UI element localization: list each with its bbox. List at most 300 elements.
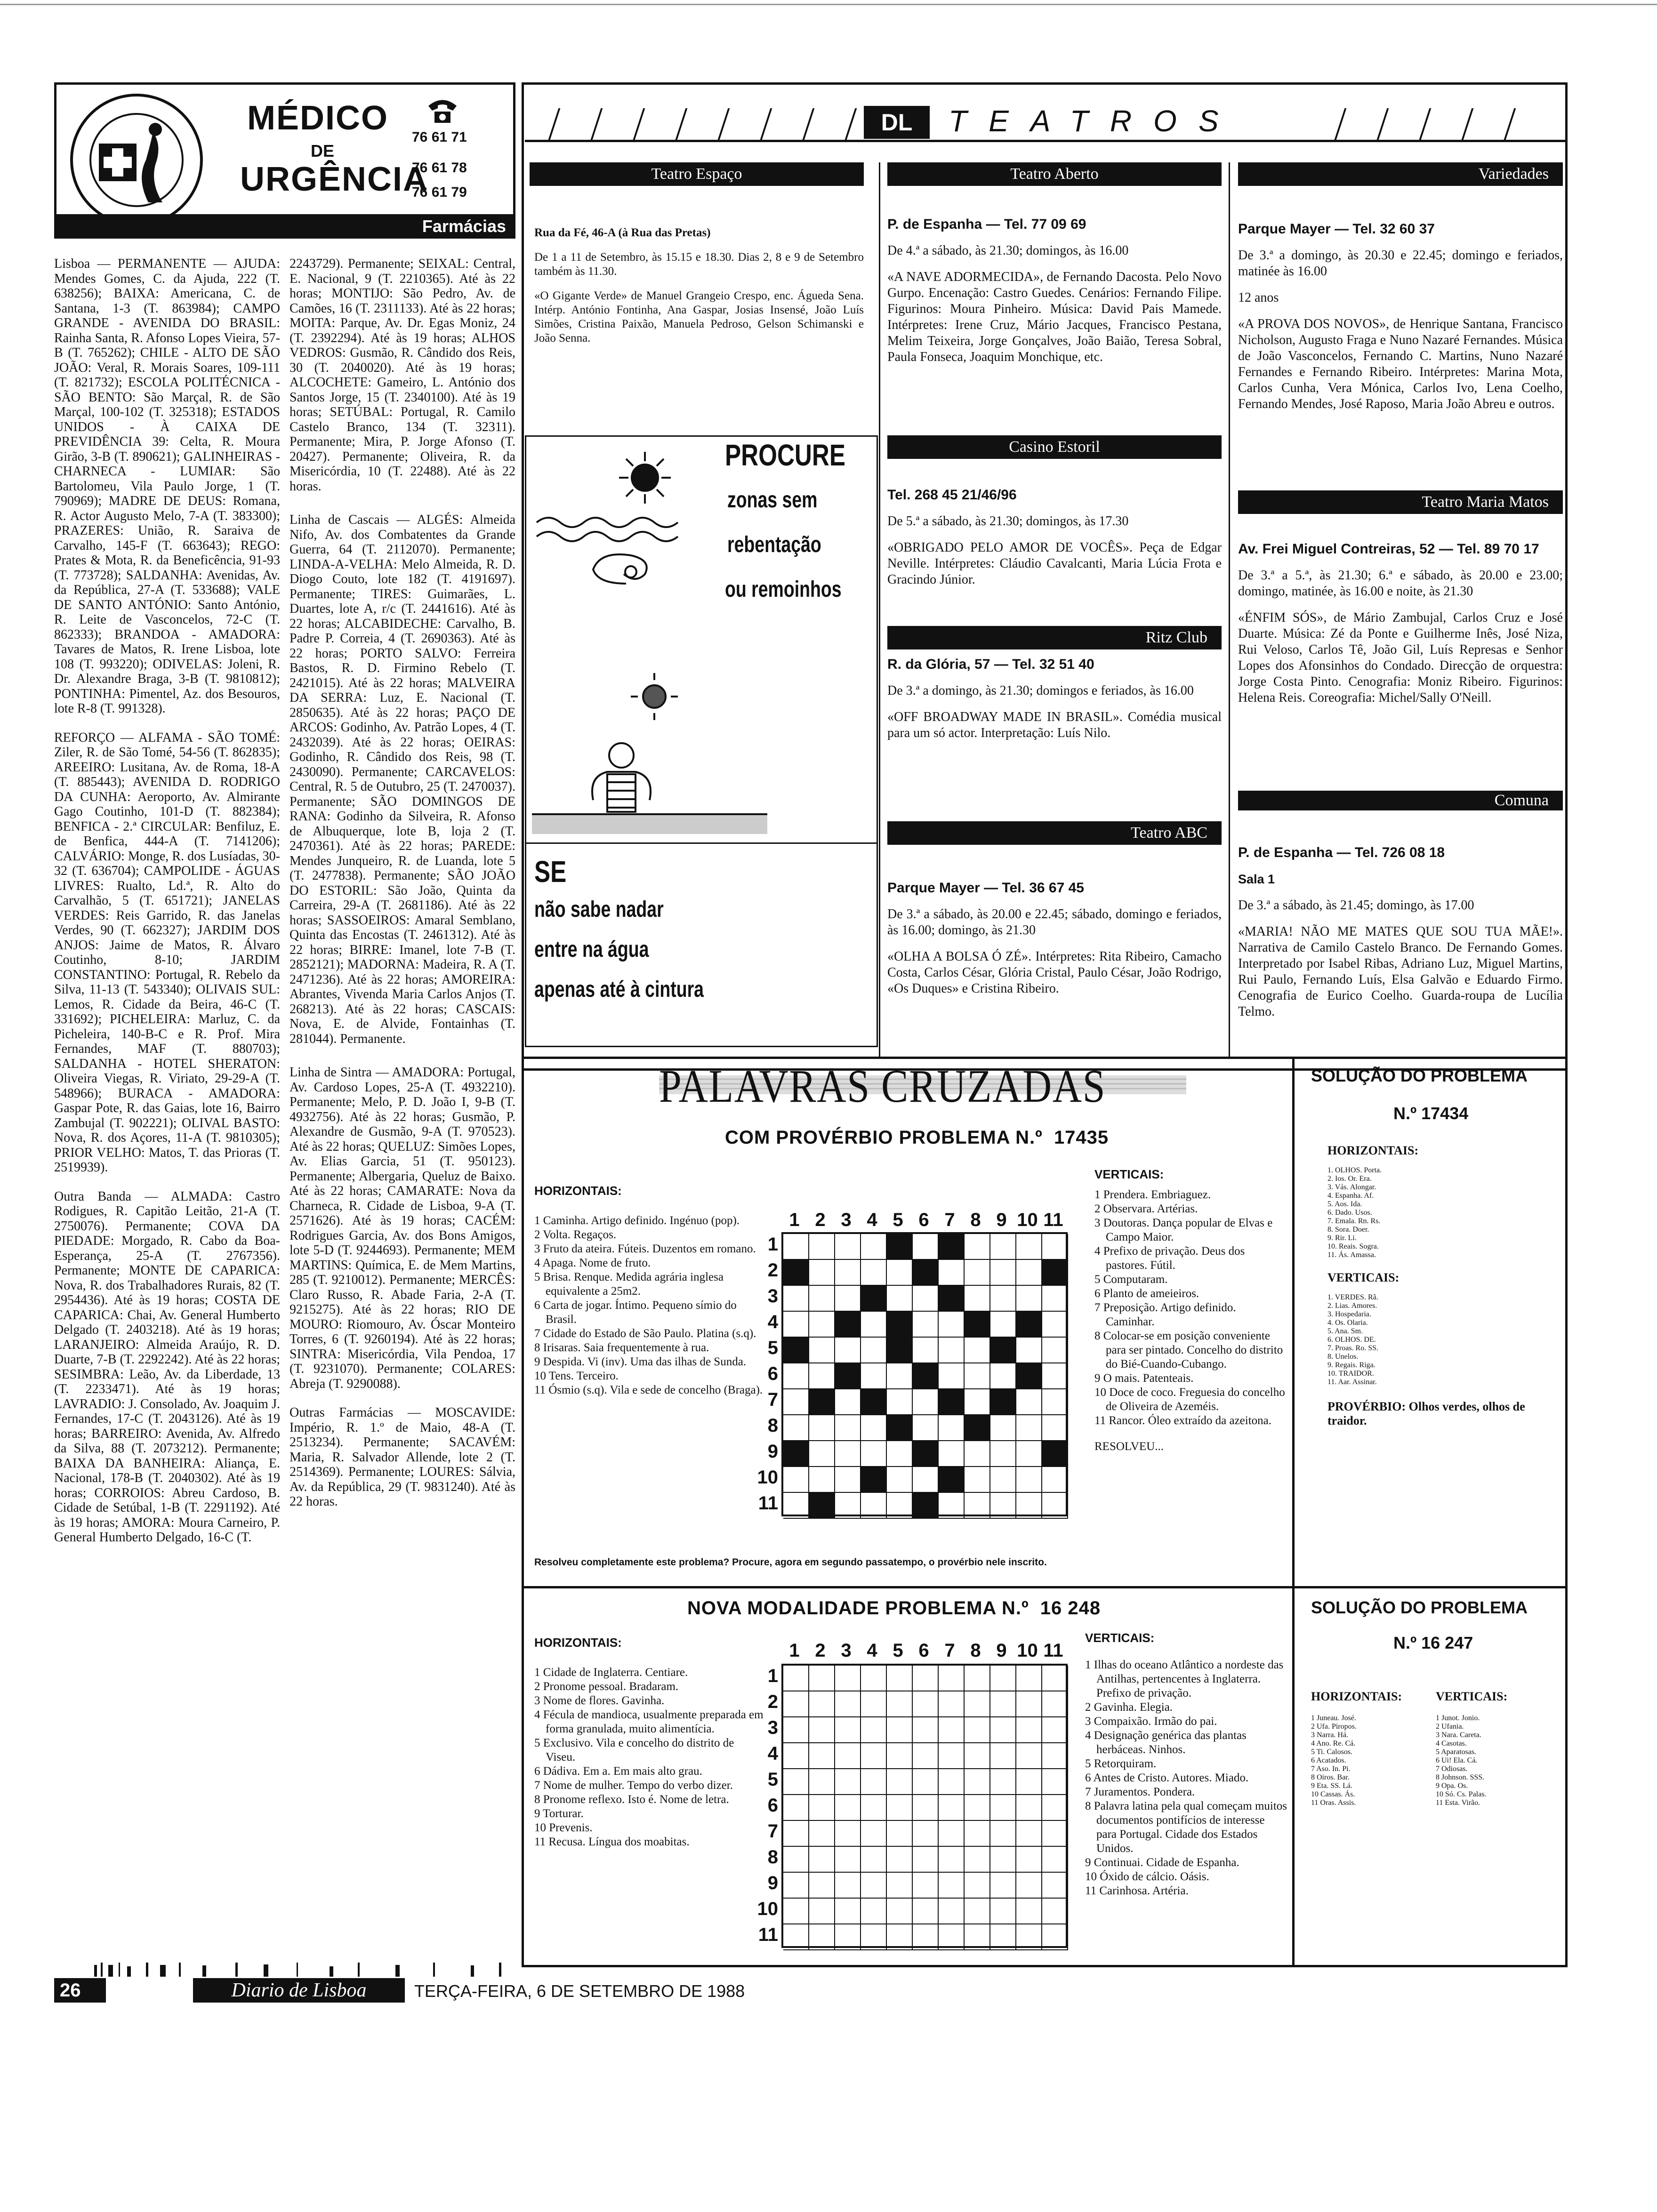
grid-cell[interactable] (809, 1260, 835, 1286)
grid-cell[interactable] (990, 1312, 1016, 1338)
grid-cell[interactable] (809, 1795, 835, 1821)
teatro-espaco-bar: Teatro Espaço (530, 162, 864, 186)
grid-cell[interactable] (965, 1666, 990, 1691)
grid-cell[interactable] (861, 1847, 887, 1873)
casino-estoril-address: Tel. 268 45 21/46/96 (887, 487, 1017, 503)
grid-cell[interactable] (913, 1389, 939, 1415)
grid-cell[interactable] (809, 1717, 835, 1743)
grid-cell[interactable] (913, 1769, 939, 1795)
grid-cell[interactable] (939, 1260, 965, 1286)
phone-3: 76 61 79 (412, 184, 467, 200)
grid-cell[interactable] (835, 1666, 861, 1691)
maria-matos-bar: Teatro Maria Matos (1238, 490, 1563, 514)
grid-cell[interactable] (1042, 1467, 1068, 1493)
grid-cell[interactable] (965, 1821, 990, 1847)
grid-cell[interactable] (835, 1493, 861, 1519)
grid-cell[interactable] (835, 1389, 861, 1415)
grid-cell[interactable] (1016, 1717, 1042, 1743)
grid-cell[interactable] (861, 1899, 887, 1924)
palavras-cruzadas-text: PALAVRAS CRUZADAS (659, 1060, 1106, 1112)
black-cell (1016, 1363, 1042, 1389)
row-number: 5 (767, 1338, 778, 1358)
grid-cell[interactable] (1042, 1666, 1068, 1691)
grid-cell[interactable] (783, 1769, 809, 1795)
clue-item: 9 Torturar. (534, 1807, 584, 1820)
clue-item: 5 Retorquiram. (1085, 1757, 1157, 1770)
grid-cell[interactable] (1042, 1415, 1068, 1441)
grid-cell[interactable] (835, 1821, 861, 1847)
grid-cell[interactable] (1042, 1743, 1068, 1769)
black-cell (783, 1338, 809, 1363)
grid-cell[interactable] (990, 1467, 1016, 1493)
grid-cell[interactable] (1016, 1899, 1042, 1924)
grid-cell[interactable] (783, 1743, 809, 1769)
grid-cell[interactable] (1042, 1691, 1068, 1717)
grid-cell[interactable] (887, 1389, 913, 1415)
grid-cell[interactable] (990, 1260, 1016, 1286)
grid-cell[interactable] (809, 1899, 835, 1924)
grid-cell[interactable] (861, 1795, 887, 1821)
grid-cell[interactable] (939, 1795, 965, 1821)
grid-cell[interactable] (835, 1743, 861, 1769)
grid-cell[interactable] (809, 1821, 835, 1847)
grid-cell[interactable] (990, 1924, 1016, 1950)
grid-cell[interactable] (783, 1286, 809, 1312)
solution-item: 7. Emala. Rn. Rs. (1327, 1217, 1381, 1225)
grid-cell[interactable] (835, 1234, 861, 1260)
clue-item: 3 Compaixão. Irmão do pai. (1085, 1715, 1217, 1728)
grid-cell[interactable] (939, 1769, 965, 1795)
maria-matos-desc: «ÉNFIM SÓS», de Mário Zambujal, Carlos Cruz e José Duarte. Música: Zé da Ponte e Guilherme Inês, José Niza, Rui Veloso, Carlos Tê, João Gil, Luís Represas e Senhor Lopes dos Afonsinhos do Condado. Direcção de orquestra: Jorge Costa Pinto. Cenografia: Moniz Ribeiro. Figurinos: Helena Reis. Coreografia: Michel/Sally O'Neill. (1238, 610, 1563, 705)
teatro-espaco-body (534, 226, 864, 356)
grid-cell[interactable] (783, 1873, 809, 1899)
column-number: 6 (918, 1640, 929, 1661)
grid-cell[interactable] (1016, 1234, 1042, 1260)
grid-cell[interactable] (809, 1286, 835, 1312)
grid-cell[interactable] (1016, 1924, 1042, 1950)
row-number: 9 (767, 1441, 778, 1462)
grid-cell[interactable] (990, 1286, 1016, 1312)
solution-item: 1 Juneau. José. (1311, 1714, 1356, 1722)
grid-cell[interactable] (965, 1441, 990, 1467)
grid-cell[interactable] (783, 1493, 809, 1519)
grid-cell[interactable] (913, 1743, 939, 1769)
grid-cell[interactable] (1016, 1691, 1042, 1717)
grid-cell[interactable] (835, 1924, 861, 1950)
grid-cell[interactable] (939, 1847, 965, 1873)
black-cell (835, 1312, 861, 1338)
grid-cell[interactable] (835, 1286, 861, 1312)
grid-cell[interactable] (887, 1493, 913, 1519)
grid-cell[interactable] (783, 1666, 809, 1691)
column-number: 11 (1043, 1210, 1063, 1230)
grid-cell[interactable] (809, 1441, 835, 1467)
variedades-body (1238, 221, 1563, 423)
grid-cell[interactable] (965, 1717, 990, 1743)
grid-cell[interactable] (965, 1847, 990, 1873)
solucao1-v-title: VERTICAIS: (1327, 1271, 1400, 1284)
grid-cell[interactable] (809, 1847, 835, 1873)
row-number: 3 (767, 1717, 778, 1738)
grid-cell[interactable] (939, 1493, 965, 1519)
grid-cell[interactable] (861, 1743, 887, 1769)
grid-cell[interactable] (1016, 1338, 1042, 1363)
grid-cell[interactable] (835, 1873, 861, 1899)
grid-cell[interactable] (965, 1286, 990, 1312)
grid-cell[interactable] (783, 1847, 809, 1873)
grid-cell[interactable] (939, 1717, 965, 1743)
grid-cell[interactable] (990, 1234, 1016, 1260)
grid-cell[interactable] (1016, 1769, 1042, 1795)
grid-cell[interactable] (1042, 1338, 1068, 1363)
pharmacy-reforco: REFORÇO — ALFAMA - SÃO TOMÉ: Ziler, R. de São Tomé, 54-56 (T. 862835); AREEIRO: Lusitana, Av. de Roma, 18-A (T. 885443); AVENIDA D. RODRIGO DA CUNHA: Aeroporto, Av. Almirante Gago Coutinho, 101-D (T. 882384); BENFICA - 2.ª CIRCULAR: Benfiluz, E. de Benfica, 444-A (T. 7141206); CALVÁRIO: Monge, R. dos Lusíadas, 30-32 (T. 636704); CAMPOLIDE - ÁGUAS LIVRES: Rualto, Ld.ª, R. Alto do Carvalhão, 5 (T. 651721); JANELAS VERDES: Reis Garrido, R. das Janelas Verdes, 90 (T. 662327); JARDIM DOS ANJOS: Jaime de Matos, R. Álvaro Coutinho, 8-10; JARDIM CONSTANTINO: Portugal, R. Rebelo da Silva, 11-13 (T. 543340); OLIVAIS SUL: Lemos, R. Cidade da Beira, 46-C (T. 331692); PICHELEIRA: Marluz, C. da Picheleira, 140-B-C e R. Prof. Mira Fernandes, MAF (T. 880703); SALDANHA - HOTEL SHERATON: Oliveira Viegas, R. Viriato, 29-29-A (T. 548966); BURACA - AMADORA: Gaspar Pote, R. das Gaias, lote 16, Bairro Zambujal (T. 902221); OLIVAL BASTO: Nova, R. dos Açores, 11-A (T. 9810305); PRIOR VELHO: Matos, T. das Prioras (T. 2519939). (54, 730, 280, 1175)
clue-item: 9 Despida. Vi (inv). Uma das ilhas de Sunda. (534, 1355, 747, 1368)
grid-cell[interactable] (1016, 1260, 1042, 1286)
grid-cell[interactable] (783, 1415, 809, 1441)
grid-cell[interactable] (887, 1769, 913, 1795)
solution-item: 3 Narra. Há. (1311, 1731, 1349, 1739)
grid-cell[interactable] (861, 1234, 887, 1260)
grid-cell[interactable] (809, 1666, 835, 1691)
barcode-strip (94, 1963, 508, 1977)
grid-cell[interactable] (861, 1493, 887, 1519)
grid-cell[interactable] (1016, 1493, 1042, 1519)
grid-cell[interactable] (965, 1389, 990, 1415)
grid-cell[interactable] (913, 1467, 939, 1493)
maria-matos-times: De 3.ª a 5.ª, às 21.30; 6.ª e sábado, às 20.00 e 23.00; domingo, matinée, às 16.00 e noite, às 21.30 (1238, 568, 1563, 599)
grid-cell[interactable] (913, 1234, 939, 1260)
grid-cell[interactable] (861, 1415, 887, 1441)
ritz-club-desc: «OFF BROADWAY MADE IN BRASIL». Comédia musical para um só actor. Interpretação: Luís Nilo. (887, 710, 1222, 740)
grid-cell[interactable] (887, 1847, 913, 1873)
grid-cell[interactable] (783, 1467, 809, 1493)
grid-cell[interactable] (861, 1924, 887, 1950)
grid-cell[interactable] (835, 1899, 861, 1924)
grid-cell[interactable] (835, 1467, 861, 1493)
solution-item: 10. Reais. Sogra. (1327, 1242, 1379, 1250)
grid-cell[interactable] (939, 1691, 965, 1717)
column-number: 8 (970, 1210, 981, 1230)
clue-item: 2 Pronome pessoal. Bradaram. (534, 1680, 679, 1693)
grid-cell[interactable] (861, 1312, 887, 1338)
grid-cell[interactable] (965, 1899, 990, 1924)
grid-cell[interactable] (965, 1493, 990, 1519)
grid-cell[interactable] (887, 1363, 913, 1389)
ad-se-l3: apenas até à cintura (534, 977, 704, 1002)
grid-cell[interactable] (913, 1717, 939, 1743)
grid-cell[interactable] (990, 1415, 1016, 1441)
grid-cell[interactable] (913, 1286, 939, 1312)
grid-cell[interactable] (1042, 1924, 1068, 1950)
grid-cell[interactable] (783, 1821, 809, 1847)
grid-cell[interactable] (887, 1924, 913, 1950)
grid-cell[interactable] (861, 1821, 887, 1847)
clue-item: 2 Volta. Regaços. (534, 1228, 617, 1241)
grid-cell[interactable] (809, 1924, 835, 1950)
grid-cell[interactable] (1042, 1363, 1068, 1389)
grid-cell[interactable] (887, 1467, 913, 1493)
grid-cell[interactable] (1042, 1234, 1068, 1260)
grid-cell[interactable] (1042, 1717, 1068, 1743)
clue-item: 5 Computaram. (1094, 1273, 1168, 1286)
solution-item: 2 Ufania. (1436, 1723, 1464, 1731)
grid-cell[interactable] (913, 1666, 939, 1691)
column-number: 3 (841, 1640, 852, 1661)
solucao2-num: N.º 16 247 (1393, 1633, 1473, 1652)
variedades-age: 12 anos (1238, 290, 1279, 305)
grid-cell[interactable] (809, 1312, 835, 1338)
grid-cell[interactable] (990, 1691, 1016, 1717)
grid-cell[interactable] (1042, 1769, 1068, 1795)
grid-cell[interactable] (861, 1717, 887, 1743)
grid-cell[interactable] (939, 1873, 965, 1899)
palavras-cruzadas-title (659, 1057, 1186, 1118)
grid-cell[interactable] (887, 1795, 913, 1821)
grid-cell[interactable] (965, 1338, 990, 1363)
solution-item: 1. VERDES. Rã. (1327, 1293, 1378, 1301)
grid-cell[interactable] (783, 1899, 809, 1924)
black-cell (861, 1286, 887, 1312)
grid-cell[interactable] (939, 1666, 965, 1691)
grid-cell[interactable] (861, 1260, 887, 1286)
grid-cell[interactable] (990, 1493, 1016, 1519)
row-number: 6 (767, 1795, 778, 1816)
solution-item: 10. TRAIDOR. (1327, 1370, 1374, 1378)
crossword1-subtitle: COM PROVÉRBIO PROBLEMA N.º 17435 (725, 1127, 1109, 1148)
grid-cell[interactable] (990, 1847, 1016, 1873)
grid-cell[interactable] (835, 1769, 861, 1795)
grid-cell[interactable] (990, 1899, 1016, 1924)
grid-cell[interactable] (1016, 1743, 1042, 1769)
grid-cell[interactable] (835, 1717, 861, 1743)
grid-cell[interactable] (887, 1691, 913, 1717)
grid-cell[interactable] (861, 1769, 887, 1795)
solution-item: 7 Odiosas. (1436, 1765, 1468, 1773)
grid-cell[interactable] (939, 1821, 965, 1847)
grid-cell[interactable] (1016, 1415, 1042, 1441)
black-cell (783, 1441, 809, 1467)
grid-cell[interactable] (835, 1795, 861, 1821)
crossword2-grid (781, 1664, 1068, 1948)
grid-cell[interactable] (783, 1389, 809, 1415)
grid-cell[interactable] (1016, 1873, 1042, 1899)
crossword2-column-numbers (781, 1640, 1064, 1664)
grid-cell[interactable] (939, 1415, 965, 1441)
grid-cell[interactable] (1016, 1286, 1042, 1312)
pharmacy-column-1 (54, 256, 280, 1979)
grid-cell[interactable] (1016, 1847, 1042, 1873)
grid-cell[interactable] (939, 1363, 965, 1389)
dl-logo: DL (864, 106, 930, 139)
grid-cell[interactable] (990, 1441, 1016, 1467)
grid-cell[interactable] (887, 1666, 913, 1691)
grid-cell[interactable] (913, 1415, 939, 1441)
row-number: 4 (767, 1743, 778, 1764)
column-number: 9 (996, 1640, 1007, 1661)
grid-cell[interactable] (835, 1415, 861, 1441)
solution-item: 4. Os. Olaria. (1327, 1319, 1368, 1327)
grid-cell[interactable] (809, 1338, 835, 1363)
grid-cell[interactable] (913, 1795, 939, 1821)
clue-item: 1 Prendera. Embriaguez. (1094, 1188, 1211, 1201)
clue-item: 8 Pronome reflexo. Isto é. Nome de letra. (534, 1793, 729, 1806)
grid-cell[interactable] (861, 1338, 887, 1363)
grid-cell[interactable] (861, 1873, 887, 1899)
grid-cell[interactable] (783, 1924, 809, 1950)
grid-cell[interactable] (990, 1769, 1016, 1795)
clue-item: 10 Óxido de cálcio. Oásis. (1085, 1870, 1209, 1883)
grid-cell[interactable] (783, 1234, 809, 1260)
grid-cell[interactable] (990, 1743, 1016, 1769)
grid-cell[interactable] (887, 1821, 913, 1847)
ad-procure-l2: rebentação (727, 532, 821, 557)
grid-cell[interactable] (990, 1363, 1016, 1389)
grid-cell[interactable] (809, 1467, 835, 1493)
grid-cell[interactable] (861, 1691, 887, 1717)
grid-cell[interactable] (965, 1873, 990, 1899)
teatro-espaco-desc: «O Gigante Verde» de Manuel Grangeio Crespo, enc. Águeda Sena. Intérp. António Fontinha, Ana Gaspar, Josias Insensé, João Luís Simões, Cristina Paixão, Manuela Pedroso, Gelson Schimanski e João Senna. (534, 289, 864, 345)
black-cell (783, 1260, 809, 1286)
grid-cell[interactable] (809, 1234, 835, 1260)
row-number: 10 (757, 1467, 778, 1488)
grid-cell[interactable] (835, 1338, 861, 1363)
grid-cell[interactable] (835, 1847, 861, 1873)
grid-cell[interactable] (861, 1666, 887, 1691)
clue-item: 3 Fruto da ateira. Fúteis. Duzentos em romano. (534, 1242, 756, 1255)
column-number: 5 (893, 1640, 903, 1661)
grid-cell[interactable] (1042, 1821, 1068, 1847)
grid-cell[interactable] (939, 1899, 965, 1924)
grid-cell[interactable] (939, 1924, 965, 1950)
grid-cell[interactable] (913, 1924, 939, 1950)
grid-cell[interactable] (809, 1415, 835, 1441)
grid-cell[interactable] (939, 1338, 965, 1363)
solution-item: 4. Espanha. Af. (1327, 1192, 1374, 1200)
grid-cell[interactable] (965, 1691, 990, 1717)
grid-cell[interactable] (887, 1873, 913, 1899)
grid-cell[interactable] (990, 1666, 1016, 1691)
grid-cell[interactable] (783, 1363, 809, 1389)
grid-cell[interactable] (809, 1363, 835, 1389)
grid-cell[interactable] (913, 1338, 939, 1363)
solution-item: 9 Eta. SS. Lá. (1311, 1782, 1352, 1790)
grid-cell[interactable] (965, 1467, 990, 1493)
grid-cell[interactable] (783, 1795, 809, 1821)
grid-cell[interactable] (887, 1286, 913, 1312)
grid-cell[interactable] (835, 1260, 861, 1286)
grid-cell[interactable] (990, 1873, 1016, 1899)
grid-cell[interactable] (861, 1441, 887, 1467)
grid-cell[interactable] (1042, 1847, 1068, 1873)
grid-cell[interactable] (965, 1363, 990, 1389)
grid-cell[interactable] (1016, 1666, 1042, 1691)
grid-cell[interactable] (913, 1873, 939, 1899)
row-number: 8 (767, 1415, 778, 1436)
grid-cell[interactable] (1016, 1467, 1042, 1493)
grid-cell[interactable] (965, 1769, 990, 1795)
grid-cell[interactable] (913, 1691, 939, 1717)
grid-cell[interactable] (835, 1441, 861, 1467)
grid-cell[interactable] (835, 1691, 861, 1717)
pharmacy-outra-banda-cont: 2243729). Permanente; SEIXAL: Central, E. Nacional, 9 (T. 2210365). Até às 22 horas; MONTIJO: São Pedro, Av. de Camões, 16 (T. 2311133). Até às 22 horas; MOITA: Parque, Av. Dr. Egas Moniz, 24 (T. 2392294). Até às 19 horas; ALHOS VEDROS: Gusmão, R. Cândido dos Reis, 30 (T. 2040020). Até às 19 horas; ALCOCHETE: Gameiro, L. António dos Santos Jorge, 15 (T. 2340100). Até às 19 horas; SETÚBAL: Portugal, R. Camilo Castelo Branco, 134 (T. 32311). Permanente; Mira, P. Jorge Afonso (T. 20427). Permanente; Oliveira, R. da Misericórdia, 10 (T. 22488). Até às 22 horas. (290, 256, 515, 494)
grid-cell[interactable] (809, 1691, 835, 1717)
grid-cell[interactable] (783, 1312, 809, 1338)
grid-cell[interactable] (939, 1743, 965, 1769)
grid-cell[interactable] (913, 1847, 939, 1873)
grid-cell[interactable] (965, 1795, 990, 1821)
teatro-abc-desc: «OLHA A BOLSA Ó ZÉ». Intérpretes: Rita Ribeiro, Camacho Costa, Carlos César, Glória Cristal, Paulo César, João Rodrigo, «Os Duques» e Cristina Ribeiro. (887, 949, 1222, 996)
comuna-sala: Sala 1 (1238, 872, 1275, 886)
solution-item: 11. Ás. Amassa. (1327, 1251, 1376, 1259)
clue-item: 6 Carta de jogar. Íntimo. Pequeno símio do Brasil. (534, 1299, 737, 1326)
grid-cell[interactable] (965, 1743, 990, 1769)
black-cell (939, 1234, 965, 1260)
grid-cell[interactable] (1016, 1821, 1042, 1847)
clue-item: 6 Planto de ameieiros. (1094, 1287, 1199, 1300)
black-cell (887, 1338, 913, 1363)
solution-item: 2 Ufa. Piropos. (1311, 1723, 1357, 1731)
pharmacy-column-2 (290, 256, 515, 1979)
grid-cell[interactable] (965, 1234, 990, 1260)
grid-cell[interactable] (965, 1260, 990, 1286)
grid-cell[interactable] (783, 1691, 809, 1717)
column-number: 2 (815, 1210, 826, 1230)
grid-cell[interactable] (861, 1363, 887, 1389)
grid-cell[interactable] (1042, 1286, 1068, 1312)
grid-cell[interactable] (990, 1717, 1016, 1743)
grid-cell[interactable] (1016, 1389, 1042, 1415)
teatros-header (525, 101, 1565, 144)
row-number: 1 (767, 1666, 778, 1686)
grid-cell[interactable] (939, 1312, 965, 1338)
grid-cell[interactable] (1042, 1312, 1068, 1338)
grid-cell[interactable] (913, 1312, 939, 1338)
grid-cell[interactable] (809, 1743, 835, 1769)
grid-cell[interactable] (809, 1769, 835, 1795)
grid-cell[interactable] (887, 1260, 913, 1286)
clue-item: 9 O mais. Patenteais. (1094, 1372, 1194, 1385)
grid-cell[interactable] (965, 1924, 990, 1950)
grid-cell[interactable] (887, 1717, 913, 1743)
teatro-espaco-address: Rua da Fé, 46-A (à Rua das Pretas) (534, 226, 711, 239)
grid-cell[interactable] (990, 1821, 1016, 1847)
grid-cell[interactable] (1042, 1389, 1068, 1415)
ad-procure-l1: zonas sem (727, 488, 818, 513)
grid-cell[interactable] (990, 1795, 1016, 1821)
grid-cell[interactable] (809, 1873, 835, 1899)
teatro-abc-body (887, 880, 1222, 1007)
clue-item: 6 Antes de Cristo. Autores. Miado. (1085, 1771, 1249, 1784)
grid-cell[interactable] (1042, 1795, 1068, 1821)
grid-cell[interactable] (1042, 1899, 1068, 1924)
grid-cell[interactable] (913, 1899, 939, 1924)
grid-cell[interactable] (887, 1899, 913, 1924)
grid-cell[interactable] (1016, 1795, 1042, 1821)
teatro-aberto-bar: Teatro Aberto (887, 162, 1222, 186)
grid-cell[interactable] (1042, 1873, 1068, 1899)
grid-cell[interactable] (1042, 1493, 1068, 1519)
clue-item: 5 Brisa. Renque. Medida agrária inglesa equivalente a 25m2. (534, 1271, 724, 1298)
grid-cell[interactable] (887, 1441, 913, 1467)
grid-cell[interactable] (913, 1821, 939, 1847)
grid-cell[interactable] (939, 1441, 965, 1467)
grid-cell[interactable] (1016, 1441, 1042, 1467)
grid-cell[interactable] (783, 1717, 809, 1743)
clue-item: 4 Designação genérica das plantas herbáceas. Ninhos. (1085, 1729, 1247, 1756)
grid-cell[interactable] (887, 1743, 913, 1769)
clue-item: 2 Observara. Artérias. (1094, 1202, 1198, 1215)
column-number: 1 (789, 1640, 800, 1661)
